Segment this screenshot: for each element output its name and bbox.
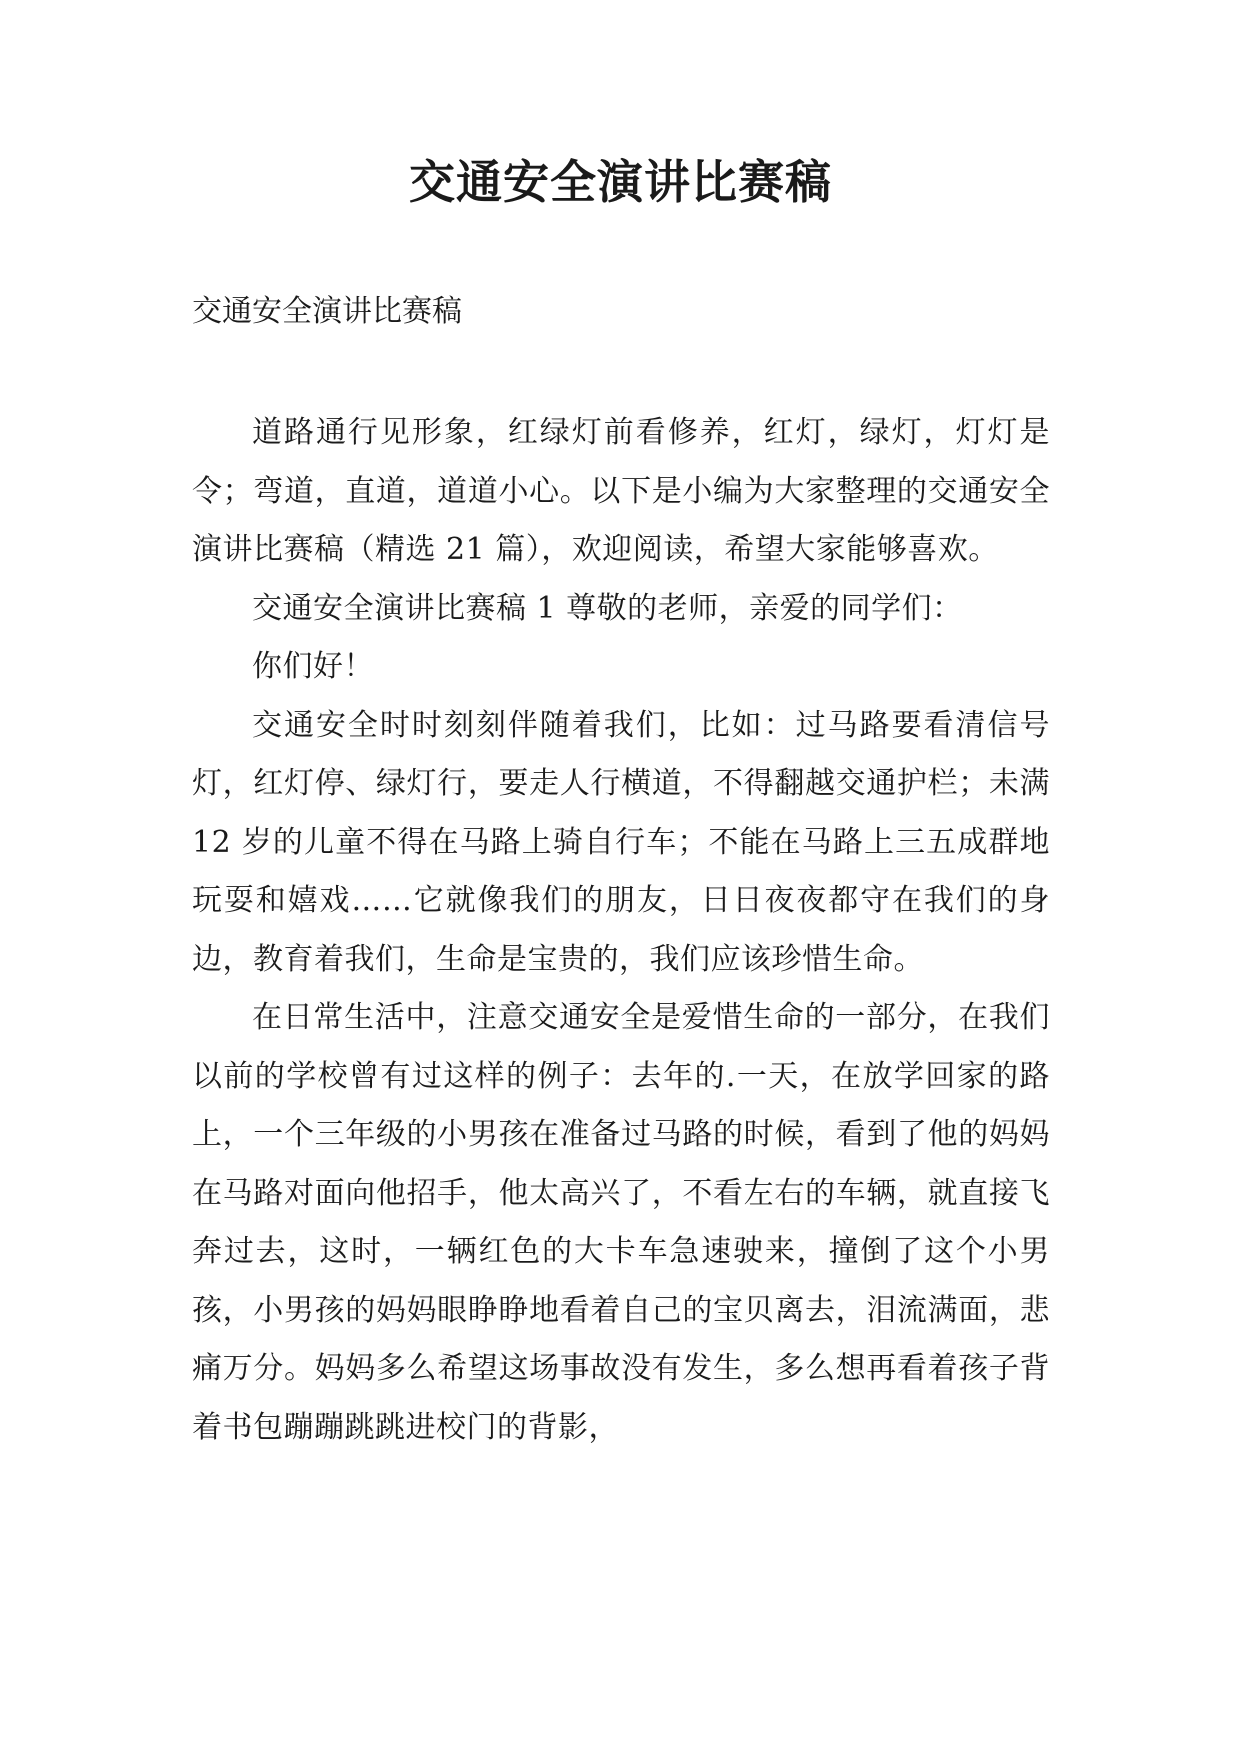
body-paragraph: 道路通行见形象，红绿灯前看修养，红灯，绿灯，灯灯是令；弯道，直道，道道小心。以下是小编为大家整理的交通安全演讲比赛稿（精选 21 篇），欢迎阅读，希望大家能够喜欢。: [192, 415, 1050, 567]
document-subheading: 交通安全演讲比赛稿: [192, 294, 462, 329]
body-paragraph: 交通安全时时刻刻伴随着我们，比如：过马路要看清信号灯，红灯停、绿灯行，要走人行横道，不得翻越交通护栏；未满 12 岁的儿童不得在马路上骑自行车；不能在马路上三五成群地玩耍和嬉戏……它就像我们的朋友，日日夜夜都守在我们的身边，教育着我们，生命是宝贵的，我们应该珍惜生命。: [192, 707, 1050, 977]
body-paragraph: 你们好！: [252, 649, 374, 684]
document-body: [192, 404, 1050, 1457]
document-title: 交通安全演讲比赛稿: [409, 155, 832, 209]
body-paragraph: 在日常生活中，注意交通安全是爱惜生命的一部分，在我们以前的学校曾有过这样的例子：去年的.一天，在放学回家的路上，一个三年级的小男孩在准备过马路的时候，看到了他的妈妈在马路对面向他招手，他太高兴了，不看左右的车辆，就直接飞奔过去，这时，一辆红色的大卡车急速驶来，撞倒了这个小男孩，小男孩的妈妈眼睁睁地看着自己的宝贝离去，泪流满面，悲痛万分。妈妈多么希望这场事故没有发生，多么想再看着孩子背着书包蹦蹦跳跳进校门的背影，: [192, 1000, 1050, 1445]
body-paragraph: 交通安全演讲比赛稿 1 尊敬的老师，亲爱的同学们：: [252, 590, 963, 626]
